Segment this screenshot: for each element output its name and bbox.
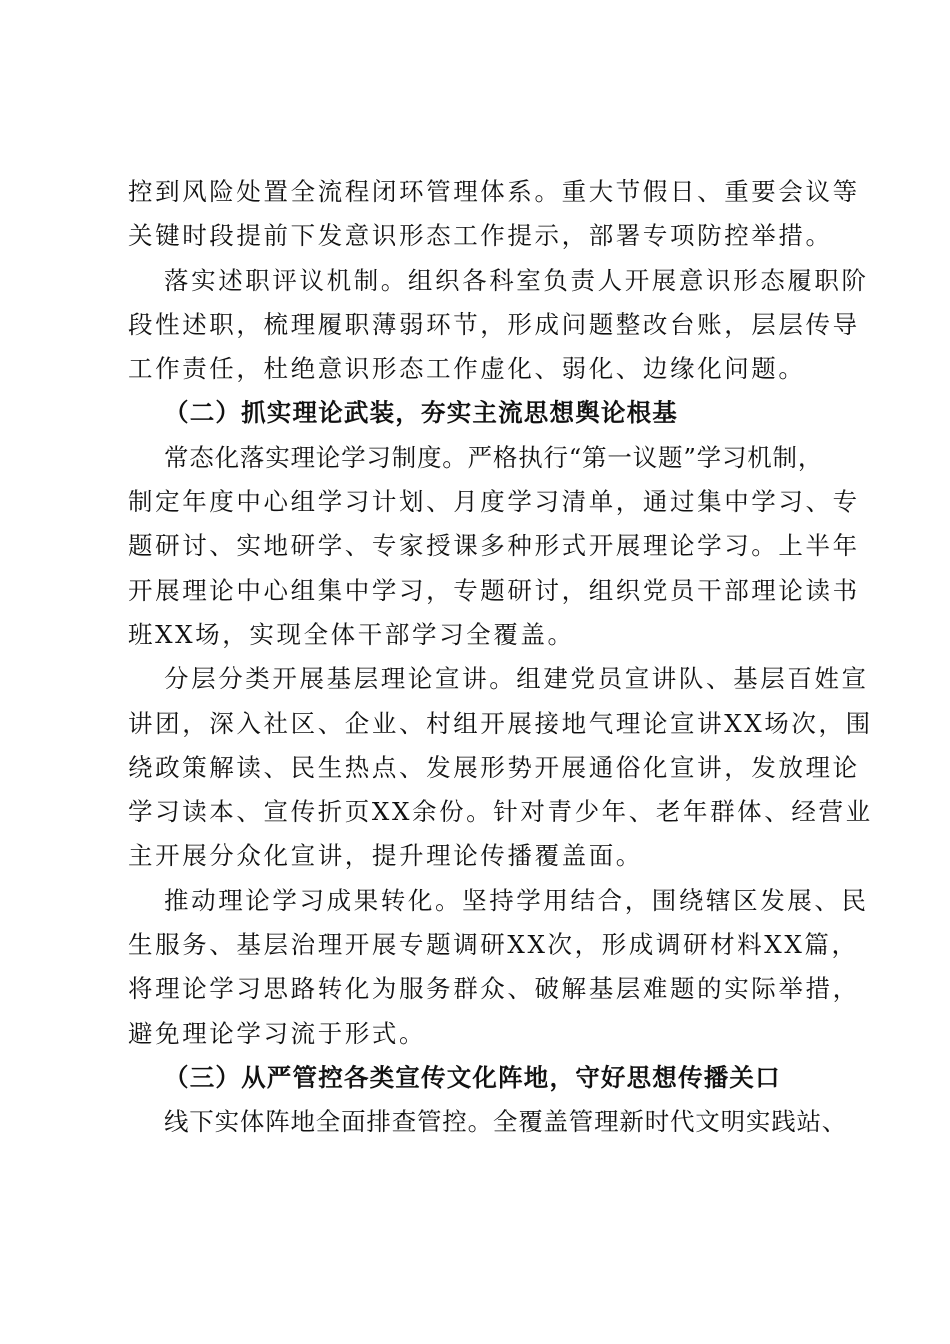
- paragraph-line: 避免理论学习流于形式。: [128, 1018, 427, 1048]
- paragraph-line: 主开展分众化宣讲，提升理论传播覆盖面。: [128, 841, 643, 871]
- paragraph-line: 制定年度中心组学习计划、月度学习清单，通过集中学习、专: [128, 487, 860, 517]
- section-heading: （二）抓实理论武装，夯实主流思想舆论根基: [164, 398, 678, 428]
- paragraph-line: 推动理论学习成果转化。坚持学用结合，围绕辖区发展、民: [164, 885, 869, 915]
- paragraph-line: 分层分类开展基层理论宣讲。组建党员宣讲队、基层百姓宣: [164, 664, 869, 694]
- paragraph-line: 开展理论中心组集中学习，专题研讨，组织党员干部理论读书: [128, 575, 860, 605]
- paragraph-line: 常态化落实理论学习制度。严格执行“第一议题”学习机制，: [164, 442, 824, 472]
- paragraph-line: 讲团，深入社区、企业、村组开展接地气理论宣讲XX场次，围: [128, 708, 873, 738]
- paragraph-line: 落实述职评议机制。组织各科室负责人开展意识形态履职阶: [164, 265, 869, 295]
- paragraph-line: 关键时段提前下发意识形态工作提示，部署专项防控举措。: [128, 221, 833, 251]
- paragraph-line: 线下实体阵地全面排查管控。全覆盖管理新时代文明实践站、: [164, 1107, 848, 1137]
- paragraph-line: 题研讨、实地研学、专家授课多种形式开展理论学习。上半年: [128, 531, 860, 561]
- paragraph-line: 控到风险处置全流程闭环管理体系。重大节假日、重要会议等: [128, 177, 860, 206]
- paragraph-line: 生服务、基层治理开展专题调研XX次，形成调研材料XX篇，: [128, 930, 859, 960]
- paragraph-line: 绕政策解读、民生热点、发展形势开展通俗化宣讲，发放理论: [128, 752, 860, 782]
- paragraph-line: 将理论学习思路转化为服务群众、破解基层难题的实际举措，: [128, 974, 860, 1004]
- document-body: [128, 170, 873, 1145]
- paragraph-line: 学习读本、宣传折页XX余份。针对青少年、老年群体、经营业: [128, 797, 873, 827]
- paragraph-line: 工作责任，杜绝意识形态工作虚化、弱化、边缘化问题。: [128, 354, 806, 384]
- section-heading: （三）从严管控各类宣传文化阵地，守好思想传播关口: [164, 1062, 781, 1092]
- paragraph-line: 段性述职，梳理履职薄弱环节，形成问题整改台账，层层传导: [128, 309, 860, 339]
- paragraph-line: 班XX场，实现全体干部学习全覆盖。: [128, 619, 575, 649]
